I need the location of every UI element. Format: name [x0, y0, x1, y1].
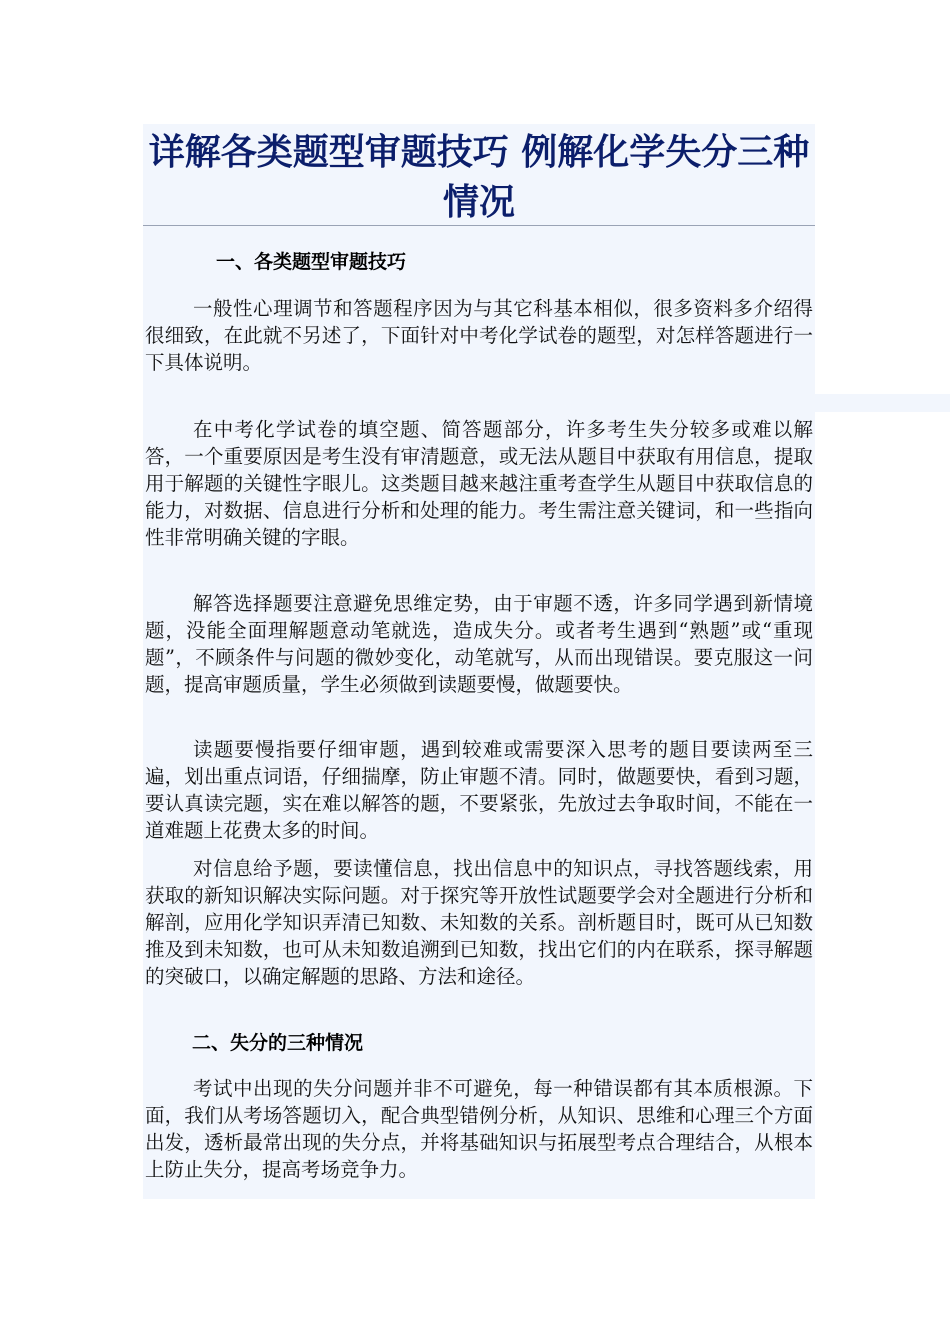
section-heading-1: 一、各类题型审题技巧: [216, 251, 407, 273]
paragraph-1: 一般性心理调节和答题程序因为与其它科基本相似，很多资料多介绍得很细致，在此就不另述了，下面针对中考化学试卷的题型，对怎样答题进行一下具体说明。: [145, 297, 813, 374]
side-background-strip: [815, 394, 950, 412]
paragraph-6: 考试中出现的失分问题并非不可避免，每一种错误都有其本质根源。下面，我们从考场答题切入，配合典型错例分析，从知识、思维和心理三个方面出发，透析最常出现的失分点，并将基础知识与拓展型考点合理结合，从根本上防止失分，提高考场竞争力。: [145, 1077, 813, 1181]
section-heading-2: 二、失分的三种情况: [192, 1032, 364, 1054]
paragraph-2: 在中考化学试卷的填空题、简答题部分，许多考生失分较多或难以解答，一个重要原因是考生没有审清题意，或无法从题目中获取有用信息，提取用于解题的关键性字眼儿。这类题目越来越注重考查学生从题目中获取信息的能力，对数据、信息进行分析和处理的能力。考生需注意关键词，和一些指向性非常明确关键的字眼。: [145, 418, 813, 549]
paragraph-4: 读题要慢指要仔细审题，遇到较难或需要深入思考的题目要读两至三遍，划出重点词语，仔细揣摩，防止审题不清。同时，做题要快，看到习题，要认真读完题，实在难以解答的题，不要紧张，先放过去争取时间，不能在一道难题上花费太多的时间。: [145, 738, 813, 842]
paragraph-5: 对信息给予题，要读懂信息，找出信息中的知识点，寻找答题线索，用获取的新知识解决实际问题。对于探究等开放性试题要学会对全题进行分析和解剖，应用化学知识弄清已知数、未知数的关系。剖析题目时，既可从已知数推及到未知数，也可从未知数追溯到已知数，找出它们的内在联系，探寻解题的突破口，以确定解题的思路、方法和途径。: [145, 857, 813, 988]
paragraph-3: 解答选择题要注意避免思维定势，由于审题不透，许多同学遇到新情境题，没能全面理解题意动笔就选，造成失分。或者考生遇到“熟题”或“重现题”，不顾条件与问题的微妙变化，动笔就写，从而出现错误。要克服这一问题，提高审题质量，学生必须做到读题要慢，做题要快。: [145, 592, 813, 696]
article-title: 详解各类题型审题技巧 例解化学失分三种情况: [148, 132, 810, 223]
title-divider: [143, 225, 815, 226]
